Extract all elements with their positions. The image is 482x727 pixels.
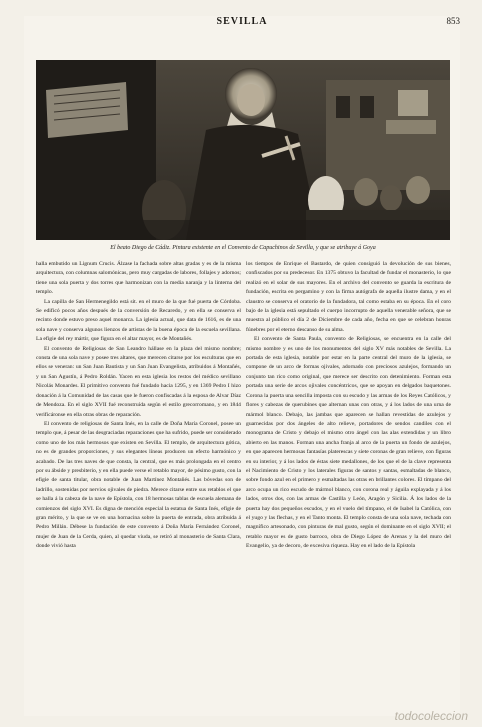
- page-number: 853: [446, 16, 460, 26]
- text-column-right: [246, 260, 451, 712]
- text-column-left: [36, 260, 241, 712]
- paragraph: halla embutido un Lignum Crucis. Álzase la fachada sobre altas gradas y es de la misma arquitectura, con columnas salomónicas, pero muy cargadas de labores, follajes y adornos; tiene una sola puerta y dos torres que harmonizan con la media naranja y la linterna del templo.: [36, 261, 241, 296]
- painting-illustration: [36, 60, 450, 240]
- paragraph: los tiempos de Enrique el Bastardo, de quien consiguió la devolución de sus bienes, confiscados por su predecesor. En 1375 obtuvo la facultad de fundar el monasterio, lo que realizó en el solar de sus mayores. En el archivo del convento se guarda la escritura de fundación, escrita en pergamino y con la firma autógrafa de aquella ilustre dama, y en el claustro se conserva el oratorio de la fundadora, tal como estaba en su época. En el coro bajo de la iglesia está sepultado el cuerpo incorrupto de aquella venerable señora, que se muestra al público el día 2 de Diciembre de cada año, fecha en que se celebran honras fúnebres por el eterno descanso de su alma.: [246, 261, 451, 333]
- running-title: SEVILLA: [216, 16, 268, 27]
- watermark-logo: todocoleccion: [394, 709, 468, 723]
- paragraph: El convento de Religiosas de San Leandro hállase en la plaza del mismo nombre; consta de una sola nave y posee tres altares, que merecen citarse por los esculturas que en ellos se veneran: un San Juan Bautista y un San Juan Evangelista, atribuidos á Montañés, y un San Agustín, á Pedro Roldán. Yacen en esta iglesia los restos del médico sevillano Nicolás Monardes. El primitivo convento fué fundado hacia 1295, y en 1369 Pedro I hizo donación á la Comunidad de las casas que le fueron confiscadas á la esposa de Alvar Díaz de Mendoza. En el siglo XVII fué reconstruída según el estilo grecorromano, y en 1844 verificáronse en ella otras obras de reparación.: [36, 345, 241, 418]
- figure-caption: El beato Diego de Cádiz. Pintura existente en el Convento de Capuchinos de Sevilla, y que se atribuye á Goya: [110, 245, 376, 251]
- paragraph: El convento de religiosas de Santa Inés, en la calle de Doña María Coronel, posee un templo que, á pesar de las desgraciadas reparaciones que ha sufrido, puede ser considerado como uno de los más hermosos que existen en Sevilla. El templo, de arquitectura gótica, no es de grandes proporciones, y sus elegantes líneas producen un efecto harmónico y acabado. De las tres naves de que consta, la central, que es más prolongada en el centro por su ábside y presbiterio, y en ella puede verse el retablo mayor, de pésimo gusto, con la efigie de santa titular, obra notable de Juan Martínez Montañés. Las bóvedas son de ladrillo, sostenidas por nervios ojivales de piedra. Merece citarse entre sus retablos el que se halla á la cabeza de la nave de Epístola, con 18 hermosas tablas de escuela alemana de comienzos del siglo XVI. Es digna de mención especial la estatua de Santa Inés, efigie de gran mérito, y la que se ve en una hornacina sobre la puerta de entrada, obra atribuida á Pedro Millán. Débese la fundación de este convento á Doña María Fernández Coronel, mujer de Juan de la Cerda, quien, al quedar viuda, se retiró al monasterio de Santa Clara, donde vivió hasta: [36, 420, 241, 550]
- paragraph: La capilla de San Hermenegildo está sit. en el muro de la que fué puerta de Córdoba. Se edificó pocos años después de la conversión de Recaredo, y en ella se conserva el recinto donde estuvo preso aquel monarca. La iglesia actual, que data de 1616, es de una sola nave y conserva algunos lienzos de artistas de la buena época de la escuela sevillana. La efigie del rey mártir, que figura en el altar mayor, es de Montañés.: [36, 298, 241, 343]
- running-header: [24, 16, 460, 30]
- painting-artwork: [36, 60, 450, 240]
- book-page: [24, 16, 460, 716]
- paragraph: El convento de Santa Paula, convento de Religiosas, se encuentra en la calle del mismo nombre y es uno de los monumentos del siglo XV más notables de Sevilla. La portada de esta iglesia, notable por estar en la parte central del muro de la iglesia, se compone de un arco de formas ojivales, adornado con preciosos azulejos, formando un conjunto tan rico como original, que merece ser descrito con detenimiento. Forman esta portada una serie de arcos ojivales concéntricos, que se apoyan en delgados baquetones. Corona la puerta una sencilla imposta con su escudo y las armas de los Reyes Católicos, y flores y cabezas de querubines que alternan unas con otras, y á los lados de una urna de mármol blanco. Debajo, las jambas que aparecen se hallan revestidas de azulejos y guarnecidas por dos ángeles de alto relieve, portadores de sendos candiles con el monograma de Cristo y debajo el mismo otro ángel con las alas extendidas y un libro abierto en las manos. Forman una ancha franja al arco de la puerta un fondo de azulejos, en que aparecen hermosas fantasías platerescas y siete coronas de gran relieve, con figuras en su interior, y á los lados de éstas siete medallones, de los que el de la clave representa el Nacimiento de Cristo y los laterales figuras de santos y santas, esmaltadas de blanco, sobre fondo azul en el primero y esmaltadas las otras en brillantes colores. El tímpano del arco ocupa un rico escudo de mármol blanco, con corona real y águila explayada y á los lados, otros dos, con las armas de Castilla y León, Aragón y Sicilia. Á los lados de la puerta hay dos pequeños escudos, y en el vuelo del tímpano, el de Isabel la Católica, con el yugo y las flechas, y en el Tanto monta. El templo consta de una sola nave, techada con magnífico artesonado, con pinturas de mal gusto, según el dominante en el siglo XVII; el retablo mayor es de gusto barroco, obra de Diego López de Arenas y la del muro del Evangelio, ya de decoro, de excesiva riqueza. Hay en el lado de la Epístola: [246, 336, 451, 550]
